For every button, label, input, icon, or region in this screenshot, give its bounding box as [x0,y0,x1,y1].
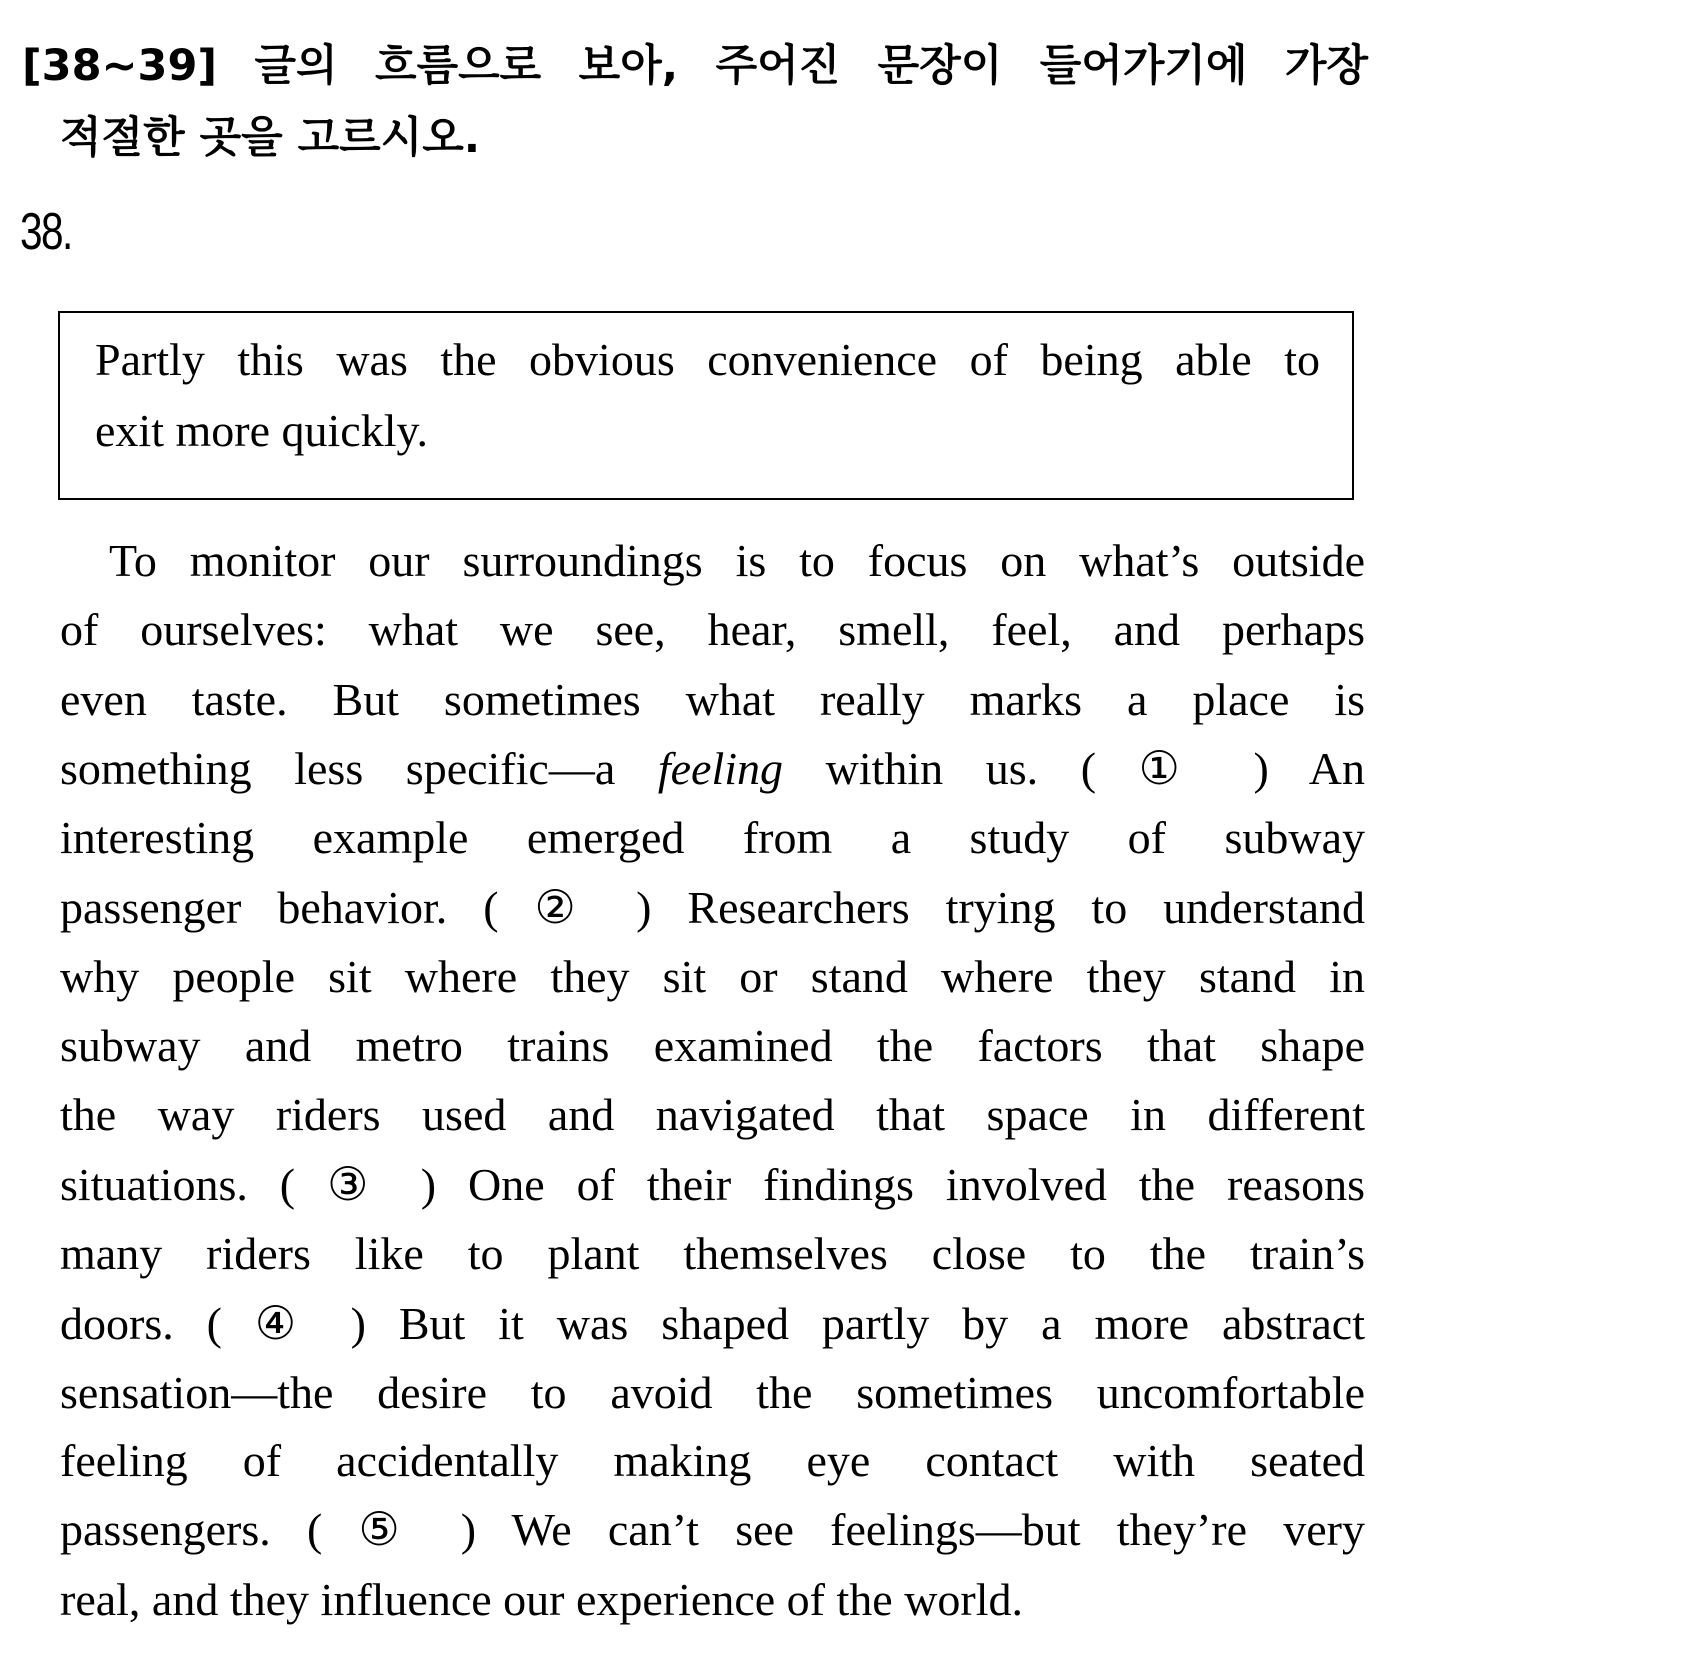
passage-line: passengers. ( ⑤ ) We can’t see feelings—but they’re very [60,1504,1365,1555]
given-sentence-line: exit more quickly. [95,405,428,456]
passage-line: sensation—the desire to avoid the sometimes uncomfortable [60,1367,1365,1418]
instruction-line-2: 적절한 곳을 고르시오. [60,113,481,163]
passage-line: even taste. But sometimes what really marks a place is [60,674,1365,725]
passage-line: feeling of accidentally making eye contact with seated [60,1435,1365,1486]
question-number: 38. [20,203,72,261]
passage-line: interesting example emerged from a study of subway [60,812,1365,863]
emphasized-word: feeling [657,743,784,794]
given-sentence-line: Partly this was the obvious convenience of being able to [95,334,1320,385]
passage-line: passenger behavior. ( ② ) Researchers trying to understand [60,882,1365,933]
passage-line: the way riders used and navigated that space in different [60,1089,1365,1140]
passage-text: within us. ( ① ) An [825,743,1366,794]
passage-line: To monitor our surroundings is to focus on what’s outside [109,535,1365,586]
passage-line [60,739,1365,799]
instruction-heading [22,30,1368,174]
passage-line: doors. ( ④ ) But it was shaped partly by a more abstract [60,1298,1365,1349]
passage-text: something less specific—a [60,743,616,794]
passage-line: many riders like to plant themselves close to the train’s [60,1228,1365,1279]
passage-line: subway and metro trains examined the factors that shape [60,1020,1365,1071]
instruction-line-1: [38~39] 글의 흐름으로 보아, 주어진 문장이 들어가기에 가장 [22,41,1368,91]
passage-line: situations. ( ③ ) One of their findings involved the reasons [60,1159,1365,1210]
passage-line: real, and they influence our experience of the world. [60,1574,1024,1625]
passage-line: of ourselves: what we see, hear, smell, feel, and perhaps [60,604,1365,655]
passage-line: why people sit where they sit or stand where they stand in [60,951,1365,1002]
given-sentence-box [58,311,1354,500]
